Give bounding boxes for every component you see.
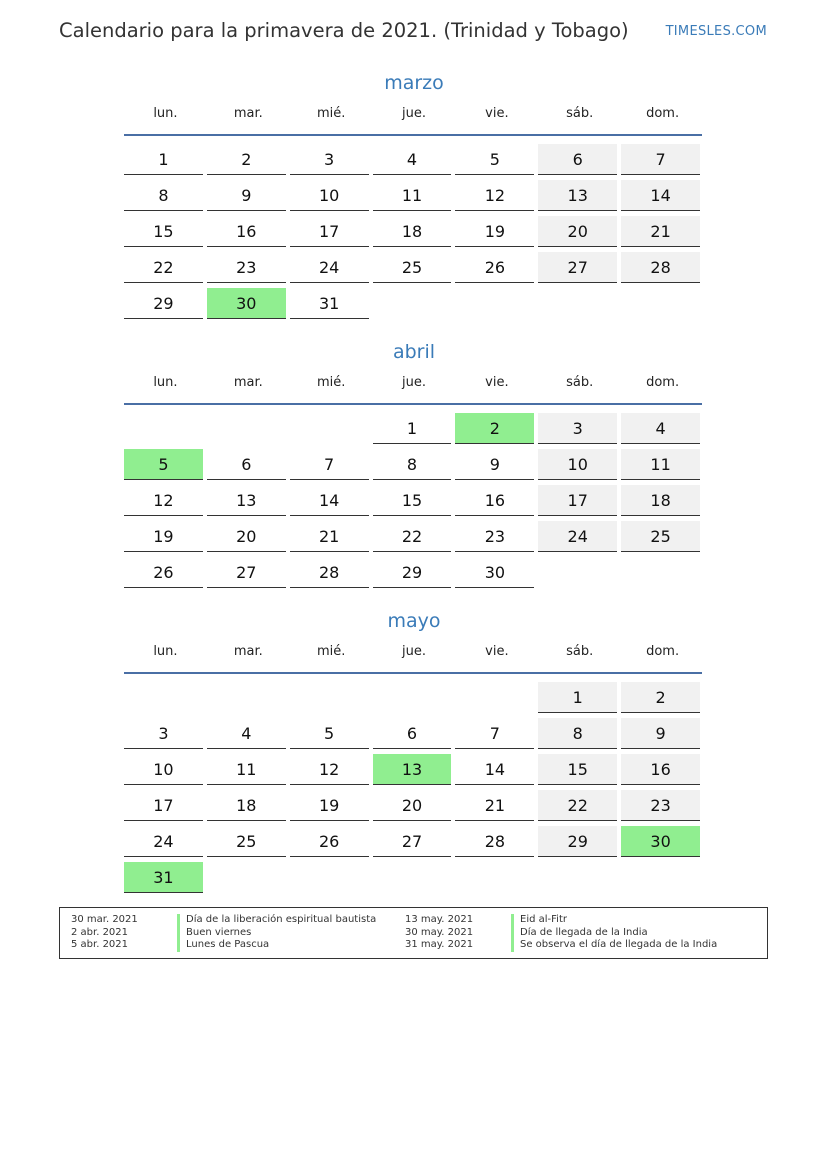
day-number: 3	[538, 413, 617, 444]
empty-day-cell	[290, 860, 373, 896]
day-number: 2	[455, 413, 534, 444]
day-number: 29	[124, 288, 203, 319]
empty-day-cell	[538, 555, 621, 591]
day-number: 2	[207, 144, 286, 175]
day-number: 8	[373, 449, 452, 480]
header-rule	[124, 134, 702, 136]
day-number: 14	[455, 754, 534, 785]
empty-day-cell	[621, 860, 704, 896]
weekday-label: mié.	[316, 106, 346, 121]
day-cell[interactable]	[124, 824, 207, 860]
day-number: 23	[207, 252, 286, 283]
day-number: 5	[124, 449, 203, 480]
day-number: 3	[124, 718, 203, 749]
day-number: 27	[538, 252, 617, 283]
day-cell[interactable]	[373, 788, 456, 824]
holiday-day-cell[interactable]	[207, 286, 290, 322]
day-cell[interactable]	[455, 483, 538, 519]
day-cell[interactable]	[373, 142, 456, 178]
day-number: 16	[621, 754, 700, 785]
day-cell[interactable]	[207, 214, 290, 250]
day-number: 17	[124, 790, 203, 821]
weekday-label: mar.	[233, 644, 263, 659]
day-number: 18	[621, 485, 700, 516]
day-number	[373, 288, 452, 318]
day-cell[interactable]	[124, 555, 207, 591]
day-number: 23	[621, 790, 700, 821]
header-rule	[124, 403, 702, 405]
legend-date: 30 may. 2021	[405, 926, 474, 938]
day-number: 18	[207, 790, 286, 821]
day-number	[621, 862, 700, 892]
day-grid	[124, 142, 704, 322]
day-number: 22	[124, 252, 203, 283]
day-cell[interactable]	[290, 788, 373, 824]
week-row	[124, 680, 704, 716]
day-number	[207, 862, 286, 892]
day-cell[interactable]	[373, 447, 456, 483]
day-number: 31	[124, 862, 203, 893]
day-cell[interactable]	[538, 824, 621, 860]
weekday-label: jue.	[402, 106, 426, 121]
day-number: 27	[373, 826, 452, 857]
day-cell[interactable]	[455, 824, 538, 860]
day-cell[interactable]	[373, 555, 456, 591]
page-title: Calendario para la primavera de 2021. (Trinidad y Tobago)	[59, 19, 629, 42]
empty-day-cell	[538, 286, 621, 322]
day-number: 11	[207, 754, 286, 785]
day-cell[interactable]	[538, 411, 621, 447]
day-number: 7	[290, 449, 369, 480]
day-number: 10	[124, 754, 203, 785]
day-cell[interactable]	[621, 519, 704, 555]
day-cell[interactable]	[538, 142, 621, 178]
day-cell[interactable]	[207, 178, 290, 214]
day-cell[interactable]	[455, 752, 538, 788]
day-number: 21	[621, 216, 700, 247]
week-row	[124, 483, 704, 519]
legend-holiday-name: Eid al-Fitr	[511, 914, 567, 927]
day-number: 30	[621, 826, 700, 857]
day-number: 20	[538, 216, 617, 247]
day-cell[interactable]	[538, 447, 621, 483]
day-cell[interactable]	[455, 447, 538, 483]
weekday-label: lun.	[153, 644, 178, 659]
day-cell[interactable]	[538, 214, 621, 250]
day-number: 22	[538, 790, 617, 821]
weekday-label: mar.	[233, 375, 263, 390]
week-row	[124, 250, 704, 286]
day-number	[290, 862, 369, 892]
weekday-label: dom.	[646, 644, 680, 659]
holiday-day-cell[interactable]	[455, 411, 538, 447]
legend-row	[394, 927, 717, 940]
day-number: 28	[290, 557, 369, 588]
day-number	[373, 682, 452, 712]
empty-day-cell	[373, 286, 456, 322]
holiday-legend	[59, 907, 768, 959]
weekday-label: vie.	[485, 106, 509, 121]
day-number	[455, 288, 534, 318]
day-cell[interactable]	[207, 142, 290, 178]
day-number: 12	[124, 485, 203, 516]
day-number: 8	[538, 718, 617, 749]
day-number: 15	[538, 754, 617, 785]
day-number: 19	[290, 790, 369, 821]
day-cell[interactable]	[621, 214, 704, 250]
day-cell[interactable]	[290, 250, 373, 286]
week-row	[124, 860, 704, 896]
day-cell[interactable]	[373, 519, 456, 555]
week-row	[124, 519, 704, 555]
day-cell[interactable]	[621, 680, 704, 716]
legend-row	[60, 939, 376, 952]
day-number	[455, 862, 534, 892]
month-marzo	[124, 70, 704, 322]
day-cell[interactable]	[207, 447, 290, 483]
legend-holiday-name: Día de la liberación espiritual bautista	[177, 914, 376, 927]
weekday-label: sáb.	[566, 375, 594, 390]
day-cell[interactable]	[290, 447, 373, 483]
day-number: 29	[538, 826, 617, 857]
day-cell[interactable]	[290, 142, 373, 178]
weekday-label: jue.	[402, 375, 426, 390]
weekday-label: mié.	[316, 644, 346, 659]
day-number: 26	[290, 826, 369, 857]
day-cell[interactable]	[124, 483, 207, 519]
day-number: 14	[290, 485, 369, 516]
week-row	[124, 555, 704, 591]
holiday-day-cell[interactable]	[124, 860, 207, 896]
day-cell[interactable]	[124, 752, 207, 788]
day-number: 24	[290, 252, 369, 283]
day-number: 10	[290, 180, 369, 211]
weekday-label: lun.	[153, 375, 178, 390]
day-number: 28	[455, 826, 534, 857]
day-number	[124, 682, 203, 712]
day-number: 1	[124, 144, 203, 175]
weekday-label: lun.	[153, 106, 178, 121]
day-cell[interactable]	[621, 483, 704, 519]
day-cell[interactable]	[290, 555, 373, 591]
day-number: 24	[124, 826, 203, 857]
day-number: 6	[538, 144, 617, 175]
day-number	[621, 288, 700, 318]
day-cell[interactable]	[373, 716, 456, 752]
day-cell[interactable]	[455, 250, 538, 286]
day-number: 6	[207, 449, 286, 480]
empty-day-cell	[290, 680, 373, 716]
day-grid	[124, 680, 704, 896]
site-logo-text[interactable]: TIMESLES.COM	[665, 24, 767, 39]
day-cell[interactable]	[207, 788, 290, 824]
day-number: 24	[538, 521, 617, 552]
day-cell[interactable]	[373, 250, 456, 286]
legend-holiday-name: Buen viernes	[177, 927, 251, 940]
day-cell[interactable]	[207, 752, 290, 788]
day-number: 25	[207, 826, 286, 857]
weekday-label: mié.	[316, 375, 346, 390]
week-row	[124, 716, 704, 752]
day-cell[interactable]	[207, 716, 290, 752]
day-number: 15	[124, 216, 203, 247]
day-grid	[124, 411, 704, 591]
day-cell[interactable]	[124, 519, 207, 555]
day-number: 9	[621, 718, 700, 749]
month-name: marzo	[384, 72, 444, 94]
empty-day-cell	[621, 286, 704, 322]
legend-holiday-name: Día de llegada de la India	[511, 927, 648, 940]
day-cell[interactable]	[538, 250, 621, 286]
day-number: 20	[207, 521, 286, 552]
weekday-label: vie.	[485, 375, 509, 390]
day-number	[124, 413, 203, 443]
day-cell[interactable]	[124, 142, 207, 178]
empty-day-cell	[621, 555, 704, 591]
day-number	[207, 682, 286, 712]
day-cell[interactable]	[621, 411, 704, 447]
day-cell[interactable]	[373, 178, 456, 214]
day-cell[interactable]	[124, 286, 207, 322]
day-cell[interactable]	[290, 286, 373, 322]
day-cell[interactable]	[538, 519, 621, 555]
day-cell[interactable]	[455, 555, 538, 591]
day-cell[interactable]	[455, 214, 538, 250]
day-number	[455, 682, 534, 712]
day-number: 21	[290, 521, 369, 552]
day-cell[interactable]	[290, 214, 373, 250]
legend-date: 5 abr. 2021	[71, 939, 129, 951]
holiday-day-cell[interactable]	[124, 447, 207, 483]
day-number: 13	[373, 754, 452, 785]
legend-date: 2 abr. 2021	[71, 926, 129, 938]
day-cell[interactable]	[290, 178, 373, 214]
day-number: 16	[207, 216, 286, 247]
day-cell[interactable]	[124, 788, 207, 824]
day-cell[interactable]	[290, 483, 373, 519]
legend-row	[394, 914, 717, 927]
day-cell[interactable]	[621, 142, 704, 178]
legend-column-left	[60, 914, 376, 952]
day-number: 1	[373, 413, 452, 444]
day-number: 7	[621, 144, 700, 175]
day-number	[207, 413, 286, 443]
empty-day-cell	[124, 680, 207, 716]
week-row	[124, 752, 704, 788]
weekday-header	[124, 375, 704, 397]
day-number: 10	[538, 449, 617, 480]
empty-day-cell	[373, 680, 456, 716]
month-name: mayo	[387, 610, 441, 632]
day-number	[373, 862, 452, 892]
week-row	[124, 214, 704, 250]
day-number: 11	[373, 180, 452, 211]
empty-day-cell	[455, 860, 538, 896]
empty-day-cell	[373, 860, 456, 896]
day-number	[538, 288, 617, 318]
legend-date: 30 mar. 2021	[71, 914, 138, 925]
day-cell[interactable]	[538, 752, 621, 788]
day-number: 18	[373, 216, 452, 247]
legend-date: 13 may. 2021	[405, 914, 474, 925]
day-number: 28	[621, 252, 700, 283]
day-number: 22	[373, 521, 452, 552]
day-cell[interactable]	[290, 519, 373, 555]
day-number: 25	[373, 252, 452, 283]
week-row	[124, 178, 704, 214]
day-number: 19	[124, 521, 203, 552]
day-cell[interactable]	[124, 214, 207, 250]
day-number: 9	[455, 449, 534, 480]
day-number: 11	[621, 449, 700, 480]
day-number: 29	[373, 557, 452, 588]
day-number: 7	[455, 718, 534, 749]
day-cell[interactable]	[207, 250, 290, 286]
day-number: 30	[207, 288, 286, 319]
day-number: 31	[290, 288, 369, 319]
legend-row	[60, 927, 376, 940]
day-cell[interactable]	[621, 716, 704, 752]
day-cell[interactable]	[538, 716, 621, 752]
day-cell[interactable]	[538, 483, 621, 519]
holiday-day-cell[interactable]	[373, 752, 456, 788]
day-number	[538, 557, 617, 587]
day-cell[interactable]	[207, 483, 290, 519]
week-row	[124, 447, 704, 483]
day-number: 16	[455, 485, 534, 516]
weekday-label: vie.	[485, 644, 509, 659]
legend-row	[60, 914, 376, 927]
day-cell[interactable]	[124, 250, 207, 286]
legend-column-right	[394, 914, 717, 952]
day-cell[interactable]	[621, 250, 704, 286]
day-number: 19	[455, 216, 534, 247]
weekday-label: jue.	[402, 644, 426, 659]
week-row	[124, 824, 704, 860]
day-cell[interactable]	[455, 519, 538, 555]
day-cell[interactable]	[373, 824, 456, 860]
day-number	[538, 862, 617, 892]
day-number: 5	[455, 144, 534, 175]
empty-day-cell	[207, 680, 290, 716]
day-cell[interactable]	[621, 788, 704, 824]
day-number: 20	[373, 790, 452, 821]
day-cell[interactable]	[373, 411, 456, 447]
header-rule	[124, 672, 702, 674]
month-mayo	[124, 608, 704, 896]
day-cell[interactable]	[373, 214, 456, 250]
empty-day-cell	[207, 860, 290, 896]
day-number: 27	[207, 557, 286, 588]
day-cell[interactable]	[207, 519, 290, 555]
weekday-label: dom.	[646, 375, 680, 390]
day-number: 12	[290, 754, 369, 785]
day-cell[interactable]	[124, 716, 207, 752]
weekday-label: sáb.	[566, 644, 594, 659]
day-cell[interactable]	[290, 752, 373, 788]
weekday-label: dom.	[646, 106, 680, 121]
day-cell[interactable]	[621, 178, 704, 214]
empty-day-cell	[124, 411, 207, 447]
day-number: 26	[124, 557, 203, 588]
day-number: 14	[621, 180, 700, 211]
weekday-header	[124, 106, 704, 128]
weekday-label: sáb.	[566, 106, 594, 121]
day-number	[621, 557, 700, 587]
day-cell[interactable]	[538, 680, 621, 716]
legend-date: 31 may. 2021	[405, 939, 474, 951]
day-number: 26	[455, 252, 534, 283]
day-cell[interactable]	[621, 752, 704, 788]
empty-day-cell	[207, 411, 290, 447]
day-number: 21	[455, 790, 534, 821]
legend-holiday-name: Se observa el día de llegada de la India	[511, 939, 717, 952]
empty-day-cell	[455, 286, 538, 322]
day-cell[interactable]	[290, 716, 373, 752]
day-cell[interactable]	[207, 555, 290, 591]
weekday-label: mar.	[233, 106, 263, 121]
day-number: 3	[290, 144, 369, 175]
empty-day-cell	[290, 411, 373, 447]
day-number: 2	[621, 682, 700, 713]
day-cell[interactable]	[455, 716, 538, 752]
day-number: 13	[538, 180, 617, 211]
empty-day-cell	[455, 680, 538, 716]
day-number: 4	[621, 413, 700, 444]
day-cell[interactable]	[538, 178, 621, 214]
month-name: abril	[392, 341, 436, 363]
day-number: 4	[373, 144, 452, 175]
day-cell[interactable]	[455, 142, 538, 178]
day-number: 12	[455, 180, 534, 211]
week-row	[124, 286, 704, 322]
day-number: 4	[207, 718, 286, 749]
day-cell[interactable]	[207, 824, 290, 860]
day-cell[interactable]	[290, 824, 373, 860]
month-abril	[124, 339, 704, 591]
day-cell[interactable]	[455, 788, 538, 824]
holiday-day-cell[interactable]	[621, 824, 704, 860]
day-cell[interactable]	[621, 447, 704, 483]
day-number: 25	[621, 521, 700, 552]
day-number: 17	[538, 485, 617, 516]
day-number: 13	[207, 485, 286, 516]
day-number: 9	[207, 180, 286, 211]
week-row	[124, 142, 704, 178]
legend-row	[394, 939, 717, 952]
day-number: 17	[290, 216, 369, 247]
week-row	[124, 411, 704, 447]
day-cell[interactable]	[455, 178, 538, 214]
day-cell[interactable]	[124, 178, 207, 214]
day-number: 23	[455, 521, 534, 552]
day-number: 6	[373, 718, 452, 749]
legend-holiday-name: Lunes de Pascua	[177, 939, 269, 952]
week-row	[124, 788, 704, 824]
day-number	[290, 413, 369, 443]
day-number: 5	[290, 718, 369, 749]
day-number	[290, 682, 369, 712]
day-number: 15	[373, 485, 452, 516]
day-number: 8	[124, 180, 203, 211]
empty-day-cell	[538, 860, 621, 896]
day-number: 1	[538, 682, 617, 713]
weekday-header	[124, 644, 704, 666]
day-cell[interactable]	[373, 483, 456, 519]
day-cell[interactable]	[538, 788, 621, 824]
day-number: 30	[455, 557, 534, 588]
